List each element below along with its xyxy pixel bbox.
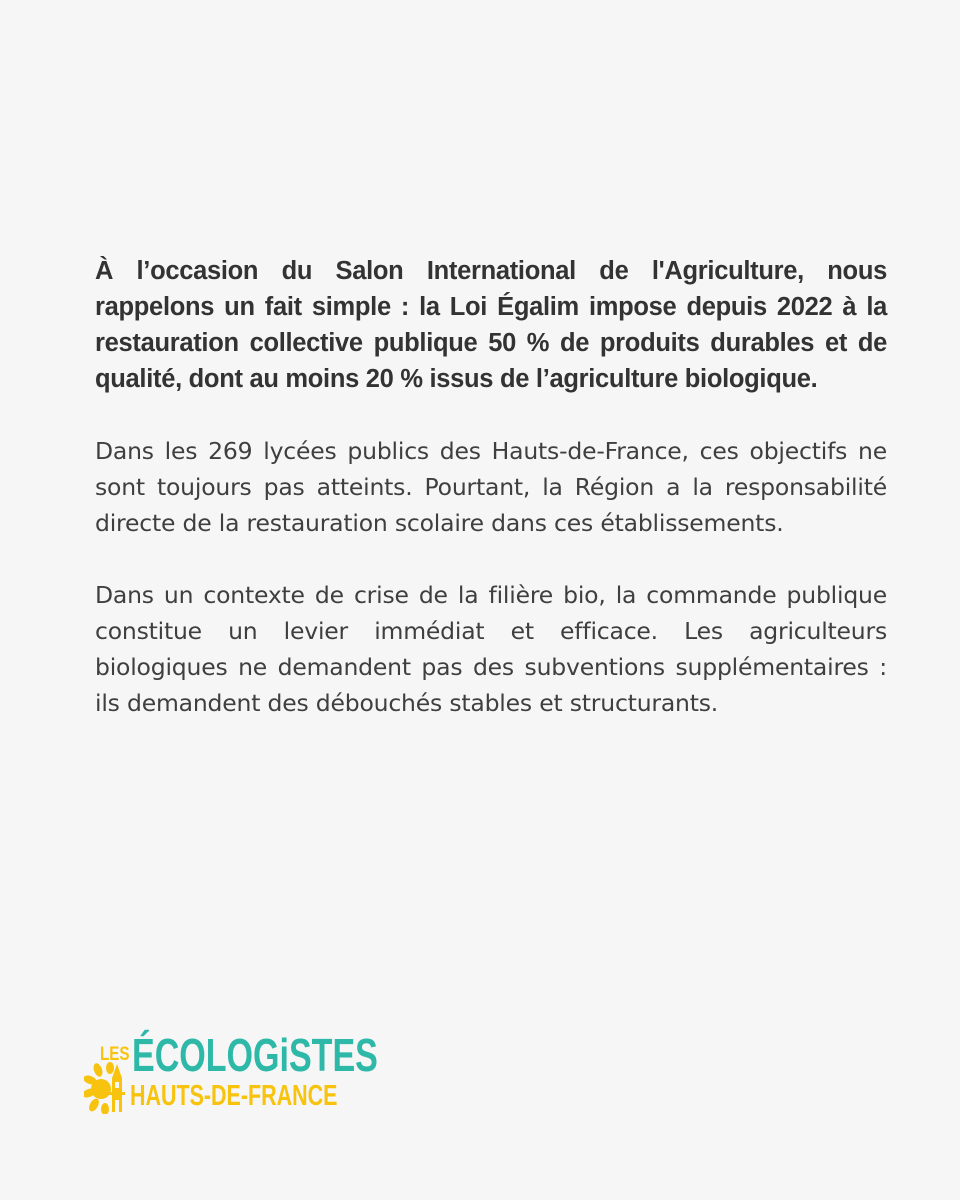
logo-les-text: LES	[100, 1044, 130, 1065]
les-ecologistes-logo	[84, 1029, 378, 1120]
second-paragraph: Dans les 269 lycées publics des Hauts-de-France, ces objectifs ne sont toujours pas atteints. Pourtant, la Région a la responsabilité directe de la restauration scolaire dans ces établissements.	[95, 437, 887, 537]
lead-paragraph: À l’occasion du Salon International de l'Agriculture, nous rappelons un fait simple : la Loi Égalim impose depuis 2022 à la restauration collective publique 50 % de produits durables et de qualité, dont au moins 20 % issus de l’agriculture biologique.	[95, 257, 887, 393]
post-text	[95, 253, 887, 721]
sunflower-belfry-icon	[84, 1062, 134, 1114]
logo-region-text: HAUTS-DE-FRANCE	[130, 1080, 338, 1112]
logo-ecologistes-text: ÉCOLOGiSTES	[132, 1029, 378, 1081]
third-paragraph: Dans un contexte de crise de la filière bio, la commande publique constitue un levier immédiat et efficace. Les agriculteurs biologiques ne demandent pas des subventions supplémentaires : ils demandent des débouchés stables et structurants.	[95, 581, 887, 717]
